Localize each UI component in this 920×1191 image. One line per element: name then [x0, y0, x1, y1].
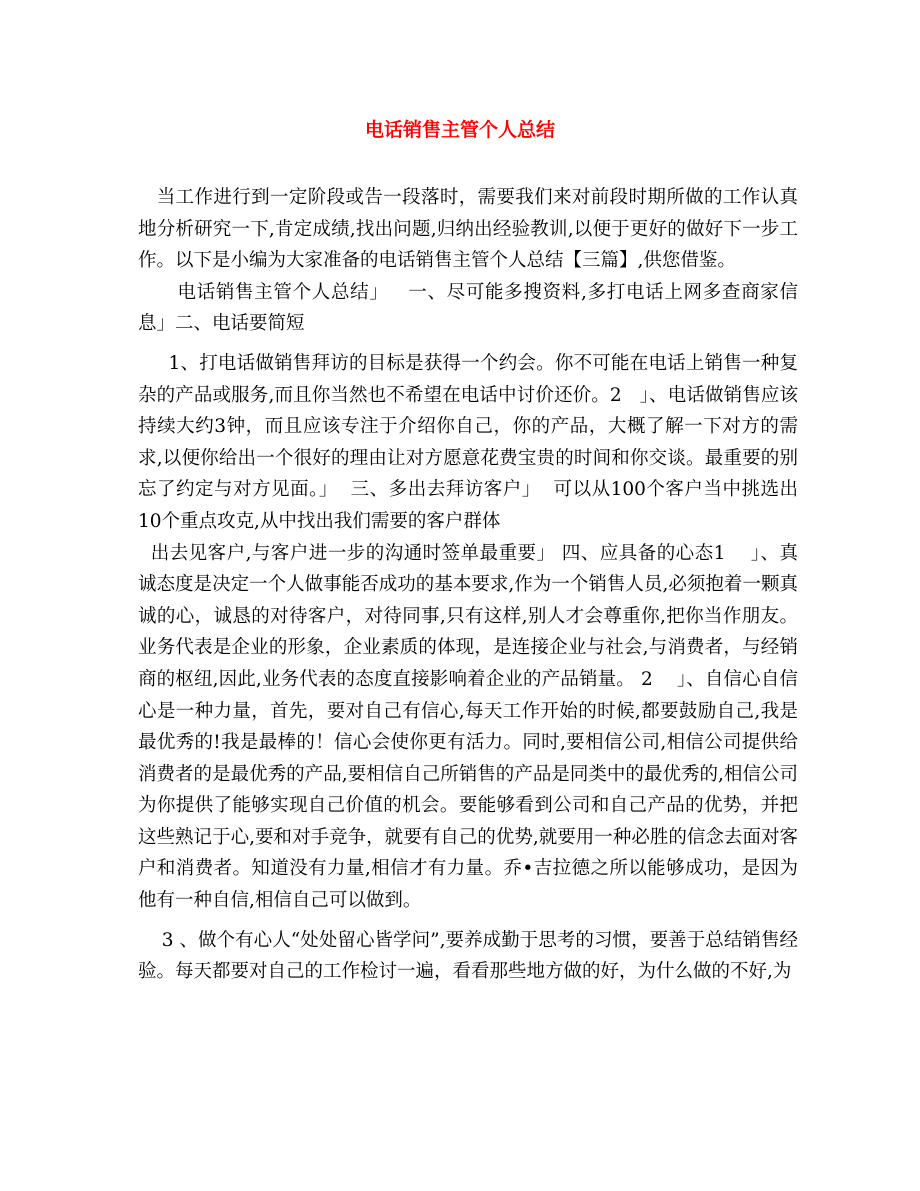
paragraph-intro: 当工作进行到一定阶段或告一段落时，需要我们来对前段时期所做的工作认真地分析研究一下,肯定成绩,找出问题,归纳出经验教训,以便于更好的做好下一步工作。以下是小编为大家准备的电话销售主管个人总结【三篇】,供您借鉴。 — [138, 187, 798, 272]
document-title: 电话销售主管个人总结 — [364, 119, 555, 141]
paragraph-mindset: 出去见客户,与客户进一步的沟通时签单最重要」 四、应具备的心态1 」、真诚态度是决定一个人做事能否成功的基本要求,作为一个销售人员,必须抱着一颗真诚的心，诚恳的对待客户，对待同事,只有这样,别人才会尊重你,把你当作朋友。业务代表是企业的形象，企业素质的体现，是连接企业与社会,与消费者，与经销商的枢纽,因此,业务代表的态度直接影响着企业的产品销量。 2 」、自信心自信心是一种力量，首先，要对自己有信心,每天工作开始的时候,都要鼓励自己,我是最优秀的!我是最棒的！信心会使你更有活力。同时,要相信公司,相信公司提供给消费者的是最优秀的产品,要相信自己所销售的产品是同类中的最优秀的,相信公司为你提供了能够实现自己价值的机会。要能够看到公司和自己产品的优势，并把这些熟记于心,要和对手竞争，就要有自己的优势,就要用一种必胜的信念去面对客户和消费者。知道没有力量,相信才有力量。乔•吉拉德之所以能够成功，是因为他有一种自信,相信自己可以做到。 — [138, 542, 799, 912]
paragraph-summary-heading: 电话销售主管个人总结」 一、尽可能多搜资料,多打电话上网多查商家信息」二、电话要简短 — [138, 281, 798, 335]
paragraph-phone-tips: 1、打电话做销售拜访的目标是获得一个约会。你不可能在电话上销售一种复杂的产品或服务,而且你当然也不希望在电话中讨价还价。2 」、电话做销售应该持续大约3钟，而且应该专注于介绍你自己，你的产品，大概了解一下对方的需求,以便你给出一个很好的理由让对方愿意花费宝贵的时间和你交谈。最重要的别忘了约定与对方见面。」 三、多出去拜访客户」 可以从100个客户当中挑选出10个重点攻克,从中找出我们需要的客户群体 — [138, 352, 798, 532]
document-body — [138, 182, 798, 988]
paragraph-attentive: 3 、做个有心人“处处留心皆学问”,要养成勤于思考的习惯，要善于总结销售经验。每天都要对自己的工作检讨一遍，看看那些地方做的好，为什么做的不好,为 — [138, 929, 799, 983]
